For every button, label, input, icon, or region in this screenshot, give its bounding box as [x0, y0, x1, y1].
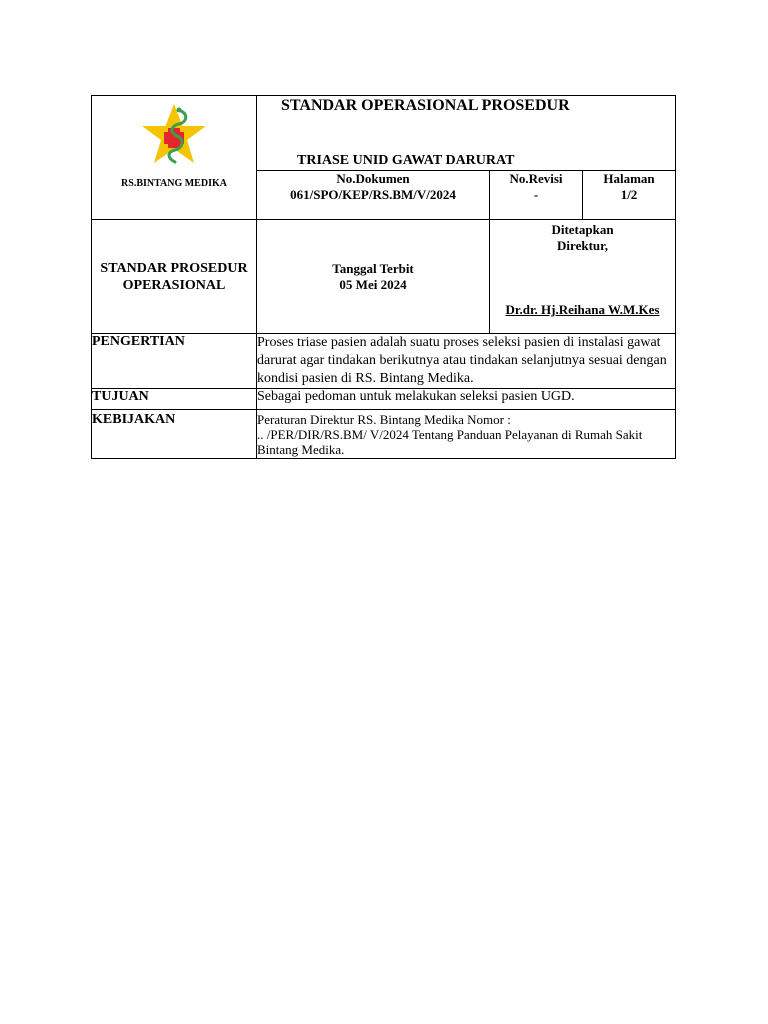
sop-label-cell [92, 220, 257, 334]
pengertian-text: Proses triase pasien adalah suatu proses seleksi pasien di instalasi gawat darurat agar tindakan berikutnya atau tindakan selanjutnya sesuai dengan kondisi pasien di RS. Bintang Medika. [257, 334, 676, 389]
no-revisi-value: - [533, 187, 539, 202]
hospital-name: RS.BINTANG MEDIKA [121, 178, 227, 189]
kebijakan-line1: Peraturan Direktur RS. Bintang Medika Nomor : [257, 412, 511, 427]
no-revisi-cell [490, 171, 583, 220]
sop-header-table [91, 95, 676, 459]
tanggal-terbit-label: Tanggal Terbit [332, 260, 414, 276]
tanggal-terbit-value: 05 Mei 2024 [339, 276, 407, 292]
halaman-cell [583, 171, 676, 220]
no-dokumen-cell [257, 171, 490, 220]
halaman-value: 1/2 [620, 187, 638, 202]
title-cell [257, 96, 676, 171]
no-dokumen-label: No.Dokumen [336, 171, 410, 186]
tujuan-text: Sebagai pedoman untuk melakukan seleksi pasien UGD. [257, 389, 676, 410]
document-subtitle: TRIASE UNID GAWAT DARURAT [297, 153, 515, 168]
kebijakan-label: KEBIJAKAN [92, 410, 257, 459]
pengertian-label: PENGERTIAN [92, 334, 257, 389]
document-title: STANDAR OPERASIONAL PROSEDUR [281, 97, 570, 114]
sop-label-line2: OPERASIONAL [122, 277, 226, 293]
tanggal-terbit-cell [257, 220, 490, 334]
halaman-label: Halaman [603, 171, 655, 186]
direktur-label: Direktur, [557, 238, 608, 253]
hospital-star-logo-icon [137, 102, 211, 168]
logo-cell [92, 96, 257, 220]
sop-label-line1: STANDAR PROSEDUR [100, 260, 248, 276]
tujuan-label: TUJUAN [92, 389, 257, 410]
ditetapkan-label: Ditetapkan [551, 222, 614, 237]
kebijakan-line2: .. /PER/DIR/RS.BM/ V/2024 Tentang Panduan Pelayanan di Rumah Sakit Bintang Medika. [257, 427, 643, 457]
kebijakan-cell [257, 410, 676, 459]
director-name: Dr.dr. Hj.Reihana W.M.Kes [505, 302, 660, 317]
no-dokumen-value: 061/SPO/KEP/RS.BM/V/2024 [290, 187, 456, 202]
ditetapkan-cell [490, 220, 676, 334]
no-revisi-label: No.Revisi [509, 171, 563, 186]
